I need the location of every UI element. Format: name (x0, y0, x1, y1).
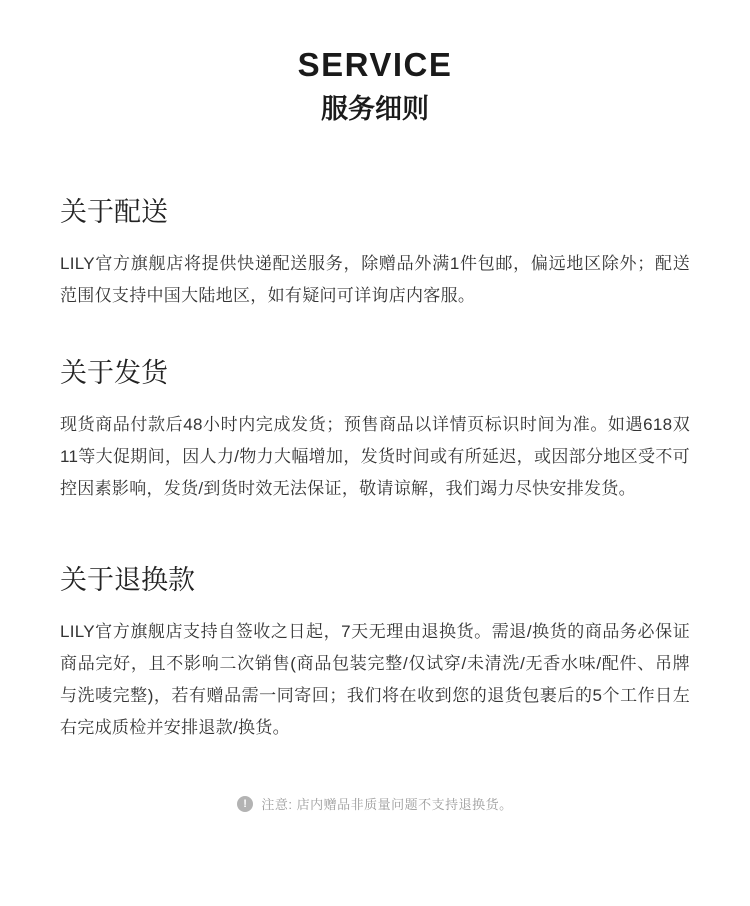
section-delivery (60, 197, 690, 312)
page-subtitle: 服务细则 (321, 94, 429, 124)
footer-notice (60, 794, 690, 813)
section-shipping (60, 358, 690, 505)
page-header (60, 46, 690, 125)
section-returns (60, 565, 690, 744)
section-returns-body: LILY官方旗舰店支持自签收之日起，7天无理由退换货。需退/换货的商品务必保证商品完好，且不影响二次销售(商品包装完整/仅试穿/未清洗/无香水味/配件、吊牌与洗唛完整)，若有赠品需一同寄回；我们将在收到您的退货包裹后的5个工作日左右完成质检并安排退款/换货。 (60, 622, 690, 737)
section-shipping-heading: 关于发货 (60, 358, 168, 388)
section-returns-heading: 关于退换款 (60, 565, 195, 595)
section-delivery-body: LILY官方旗舰店将提供快递配送服务，除赠品外满1件包邮，偏远地区除外；配送范围仅支持中国大陆地区，如有疑问可详询店内客服。 (60, 254, 690, 305)
page-title: SERVICE (297, 46, 453, 83)
section-shipping-body: 现货商品付款后48小时内完成发货；预售商品以详情页标识时间为准。如遇618双11等大促期间，因人力/物力大幅增加，发货时间或有所延迟，或因部分地区受不可控因素影响，发货/到货时效无法保证，敬请谅解，我们竭力尽快安排发货。 (60, 415, 690, 498)
section-delivery-heading: 关于配送 (60, 197, 168, 227)
footer-notice-text: 注意: 店内赠品非质量问题不支持退换货。 (261, 797, 513, 812)
exclamation-circle-icon: ! (237, 796, 253, 812)
